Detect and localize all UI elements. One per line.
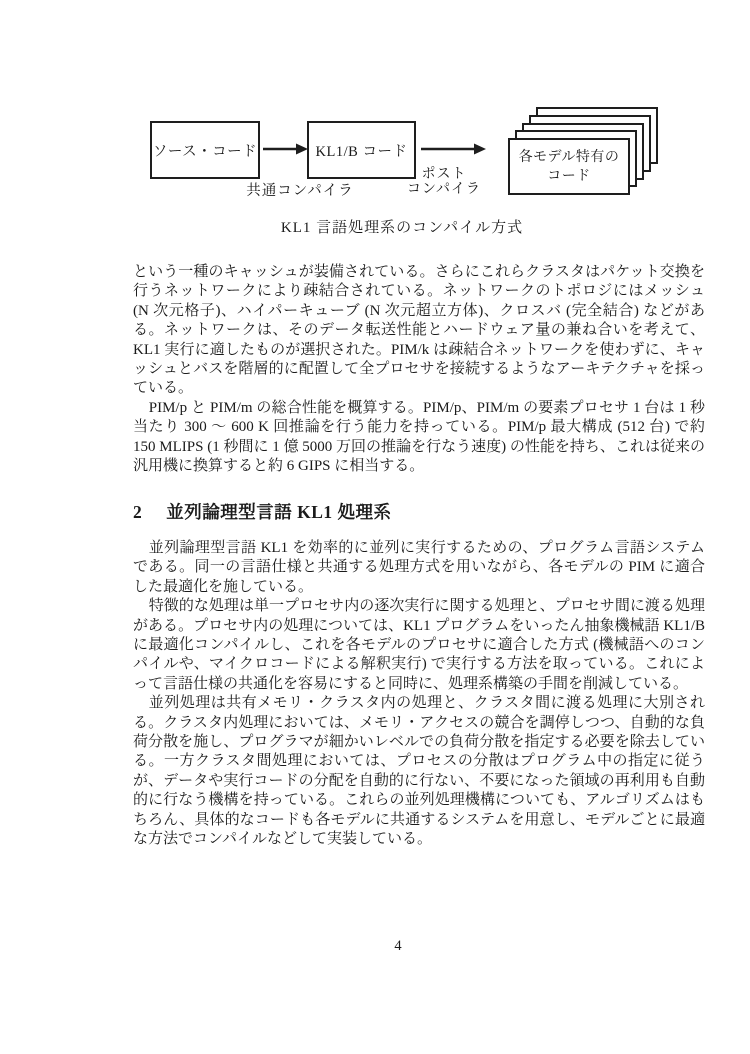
paragraph: 並列処理は共有メモリ・クラスタ内の処理と、クラスタ間に渡る処理に大別される。クラスタ内処理においては、メモリ・アクセスの競合を調停しつつ、自動的な負荷分散を施し、プログラマが細かいレベルでの負荷分散を指定する必要を除去している。一方クラスタ間処理においては、プロセスの分散はプログラム中の指定に従うが、データや実行コードの分配を自動的に行ない、不要になった領域の再利用も自動的に行なう機構を持っている。これらの並列処理機構についても、アルゴリズムはもちろん、具体的なコードも各モデルに共通するシステムを用意し、モデルごとに最適な方法でコンパイルなどして実装している。: [133, 695, 705, 847]
post-compiler-label-line1: ポスト: [421, 167, 467, 182]
arrow-right-icon: [263, 141, 309, 157]
post-compiler-label-line2: コンパイラ: [406, 182, 482, 197]
paragraph: 特徴的な処理は単一プロセサ内の逐次実行に関する処理と、プロセサ間に渡る処理がある。プロセサ内の処理については、KL1 プログラムをいったん抽象機械語 KL1/B に最適化コンパイルし、これを各モデルのプロセサに適合した方式 (機械語へのコンパイルや、マイクロコードによる解釈実行) で実行する方法を取っている。これによって言語仕様の共通化を容易にすると同時に、処理系構築の手間を削減している。: [133, 598, 705, 692]
arrow-right-icon: [421, 141, 487, 157]
kl1b-code-label: KL1/B コード: [315, 143, 408, 160]
common-compiler-label: 共通コンパイラ: [246, 183, 354, 199]
model-code-label-line1: 各モデル特有の: [518, 149, 620, 165]
compile-flow-diagram: [0, 0, 750, 250]
model-code-stack: [508, 107, 660, 197]
paragraph: という一種のキャッシュが装備されている。さらにこれらクラスタはパケット交換を行うネットワークにより疎結合されている。ネットワークのトポロジにはメッシュ (N 次元格子)、ハイパーキューブ (N 次元超立方体)、クロスバ (完全結合) などがある。ネットワークは、そのデータ転送性能とハードウェア量の兼ね合いを考えて、KL1 実行に適したものが選択された。PIM/k は疎結合ネットワークを使わずに、キャッシュとバスを階層的に配置して全プロセサを接続するようなアーキテクチャを採っている。: [133, 264, 705, 397]
body-text: [133, 263, 705, 849]
paragraph: PIM/p と PIM/m の総合性能を概算する。PIM/p、PIM/m の要素プロセサ 1 台は 1 秒当たり 300 〜 600 K 回推論を行う能力を持っている。PIM/p 最大構成 (512 台) で約 150 MLIPS (1 秒間に 1 億 5000 万回の推論を行なう速度) の性能を持ち、これは従来の汎用機に換算すると約 6 GIPS に相当する。: [133, 399, 705, 475]
section-number: 2: [133, 502, 143, 523]
figure-caption: KL1 言語処理系のコンパイル方式: [280, 220, 524, 236]
paragraph: 並列論理型言語 KL1 を効率的に並列に実行するための、プログラム言語システムである。同一の言語仕様と共通する処理方式を用いながら、各モデルの PIM に適合した最適化を施している。: [133, 539, 705, 595]
page-number: 4: [394, 938, 402, 954]
section-title: 並列論理型言語 KL1 処理系: [166, 502, 392, 523]
model-code-box: [508, 138, 630, 195]
post-compiler-label: [405, 167, 483, 197]
source-code-box: [150, 121, 260, 179]
kl1b-code-box: [307, 121, 416, 179]
source-code-label: ソース・コード: [152, 143, 258, 160]
model-code-label-line2: コード: [547, 168, 591, 184]
section-heading: [133, 503, 705, 522]
